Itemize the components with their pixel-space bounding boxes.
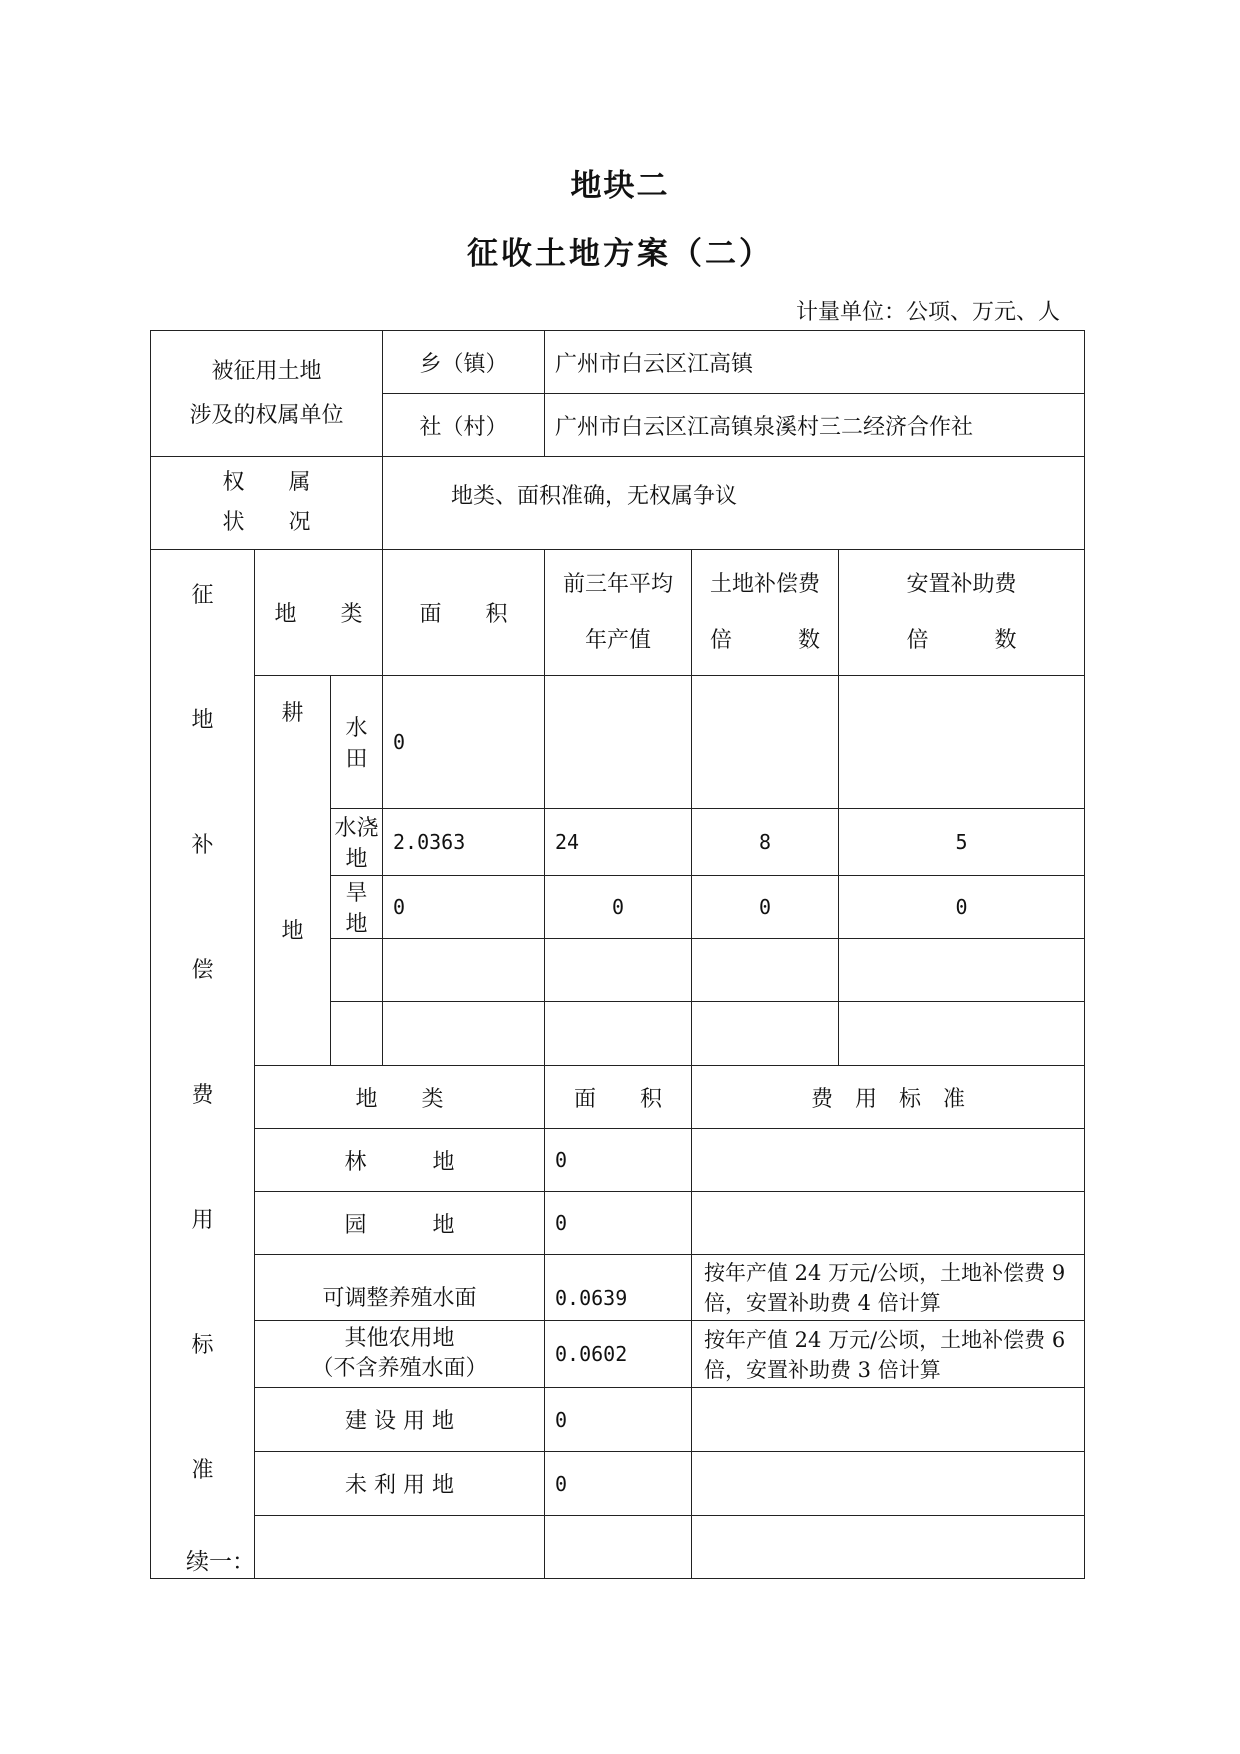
document-title: 地块二 [570,168,670,204]
arable-resettle [839,1002,1085,1066]
arable-area: 0 [383,676,545,809]
other-standard [692,1129,1085,1192]
other-row [151,1388,1085,1452]
arable-resettle [839,676,1085,809]
other-standard-line1: 按年产值 24 万元/公顷，土地补偿费 9 [704,1260,1066,1285]
other-area: 0 [545,1192,692,1255]
arable-header-avg-output [545,550,692,676]
ownership-label-line1: 权 属 [222,470,311,495]
document-subtitle: 征收土地方案（二） [467,236,773,272]
other-standard [692,1192,1085,1255]
unit-note: 计量单位：公项、万元、人 [795,300,1060,325]
land-comp-line2: 倍 数 [709,627,820,653]
arable-area: 0 [383,876,545,939]
other-type [255,1321,545,1388]
arable-resettle: 5 [839,809,1085,876]
other-row [151,1452,1085,1516]
arable-type: 水浇地 [331,809,383,876]
other-type [255,1516,545,1579]
arable-land-comp [692,939,839,1002]
arable-area [383,939,545,1002]
side-label-char-1: 征 [191,583,214,608]
other-standard-line2: 倍，安置补助费 4 倍计算 [704,1290,941,1315]
arable-type [331,1002,383,1066]
other-header-standard: 费 用 标 准 [692,1066,1085,1129]
continued-note: 续一： [186,1549,255,1575]
rights-unit-label-cell [151,331,383,457]
ownership-value: 地类、面积准确，无权属争议 [383,457,1085,550]
arable-group-bottom: 地 [281,919,304,944]
arable-type: 旱 地 [331,876,383,939]
rights-unit-label-line1: 被征用土地 [211,358,322,384]
other-row [151,1516,1085,1579]
side-label-char-2: 地 [191,708,214,733]
other-header-area: 面 积 [545,1066,692,1129]
arable-header-land-type: 地 类 [255,550,383,676]
arable-land-comp: 0 [692,876,839,939]
other-row [151,1255,1085,1321]
other-type-line1: 其他农用地 [344,1326,455,1351]
other-type: 可调整养殖水面 [255,1255,545,1321]
resettle-line2: 倍 数 [906,627,1017,653]
arable-row [151,676,1085,809]
other-header-row [151,1066,1085,1129]
arable-resettle: 0 [839,876,1085,939]
arable-area: 2.0363 [383,809,545,876]
arable-header-row [151,550,1085,676]
side-label-char-6: 用 [191,1208,214,1233]
arable-type [331,939,383,1002]
other-type: 林 地 [255,1129,545,1192]
other-area [545,1516,692,1579]
ownership-label-line2: 状 况 [222,510,311,535]
arable-resettle [839,939,1085,1002]
land-comp-line1: 土地补偿费 [709,571,820,597]
other-standard-line2: 倍，安置补助费 3 倍计算 [704,1358,941,1382]
side-label-column [151,550,255,1579]
other-row [151,1321,1085,1388]
village-label: 社（村） [383,394,545,457]
side-label-char-8: 准 [191,1458,214,1483]
town-label: 乡（镇） [383,331,545,394]
other-type: 建 设 用 地 [255,1388,545,1452]
side-label-char-7: 标 [191,1333,214,1358]
other-area: 0 [545,1129,692,1192]
arable-land-comp [692,1002,839,1066]
avg-output-line1: 前三年平均 [562,571,673,597]
arable-avg-output: 0 [545,876,692,939]
other-area: 0 [545,1388,692,1452]
arable-header-area: 面 积 [383,550,545,676]
arable-avg-output [545,676,692,809]
arable-type: 水 田 [331,676,383,809]
other-area: 0.0639 [545,1255,692,1321]
other-standard [692,1388,1085,1452]
rights-unit-label-line2: 涉及的权属单位 [189,402,344,428]
other-standard [692,1516,1085,1579]
side-label-char-4: 偿 [191,958,214,983]
arable-avg-output: 24 [545,809,692,876]
side-label-char-3: 补 [191,833,214,858]
avg-output-line2: 年产值 [584,627,651,653]
land-acquisition-table [150,330,1085,1579]
arable-land-comp: 8 [692,809,839,876]
arable-header-resettle [839,550,1085,676]
other-header-land-type: 地 类 [255,1066,545,1129]
arable-avg-output [545,1002,692,1066]
arable-group-top: 耕 [281,701,304,726]
arable-area [383,1002,545,1066]
other-area: 0.0602 [545,1321,692,1388]
village-value: 广州市白云区江高镇泉溪村三二经济合作社 [545,394,1085,457]
other-standard-line1: 按年产值 24 万元/公顷，土地补偿费 6 [704,1328,1066,1352]
other-area: 0 [545,1452,692,1516]
other-row [151,1192,1085,1255]
arable-land-comp [692,676,839,809]
arable-group-label [255,676,331,1066]
ownership-label-cell [151,457,383,550]
other-type: 园 地 [255,1192,545,1255]
other-row [151,1129,1085,1192]
resettle-line1: 安置补助费 [906,571,1017,597]
town-row [151,331,1085,394]
other-standard [692,1255,1085,1321]
arable-header-land-comp [692,550,839,676]
town-value: 广州市白云区江高镇 [545,331,1085,394]
ownership-row [151,457,1085,550]
arable-avg-output [545,939,692,1002]
other-type-line2: （不含养殖水面） [311,1356,488,1381]
other-standard [692,1321,1085,1388]
side-label-char-5: 费 [191,1083,214,1108]
other-type: 未 利 用 地 [255,1452,545,1516]
other-standard [692,1452,1085,1516]
